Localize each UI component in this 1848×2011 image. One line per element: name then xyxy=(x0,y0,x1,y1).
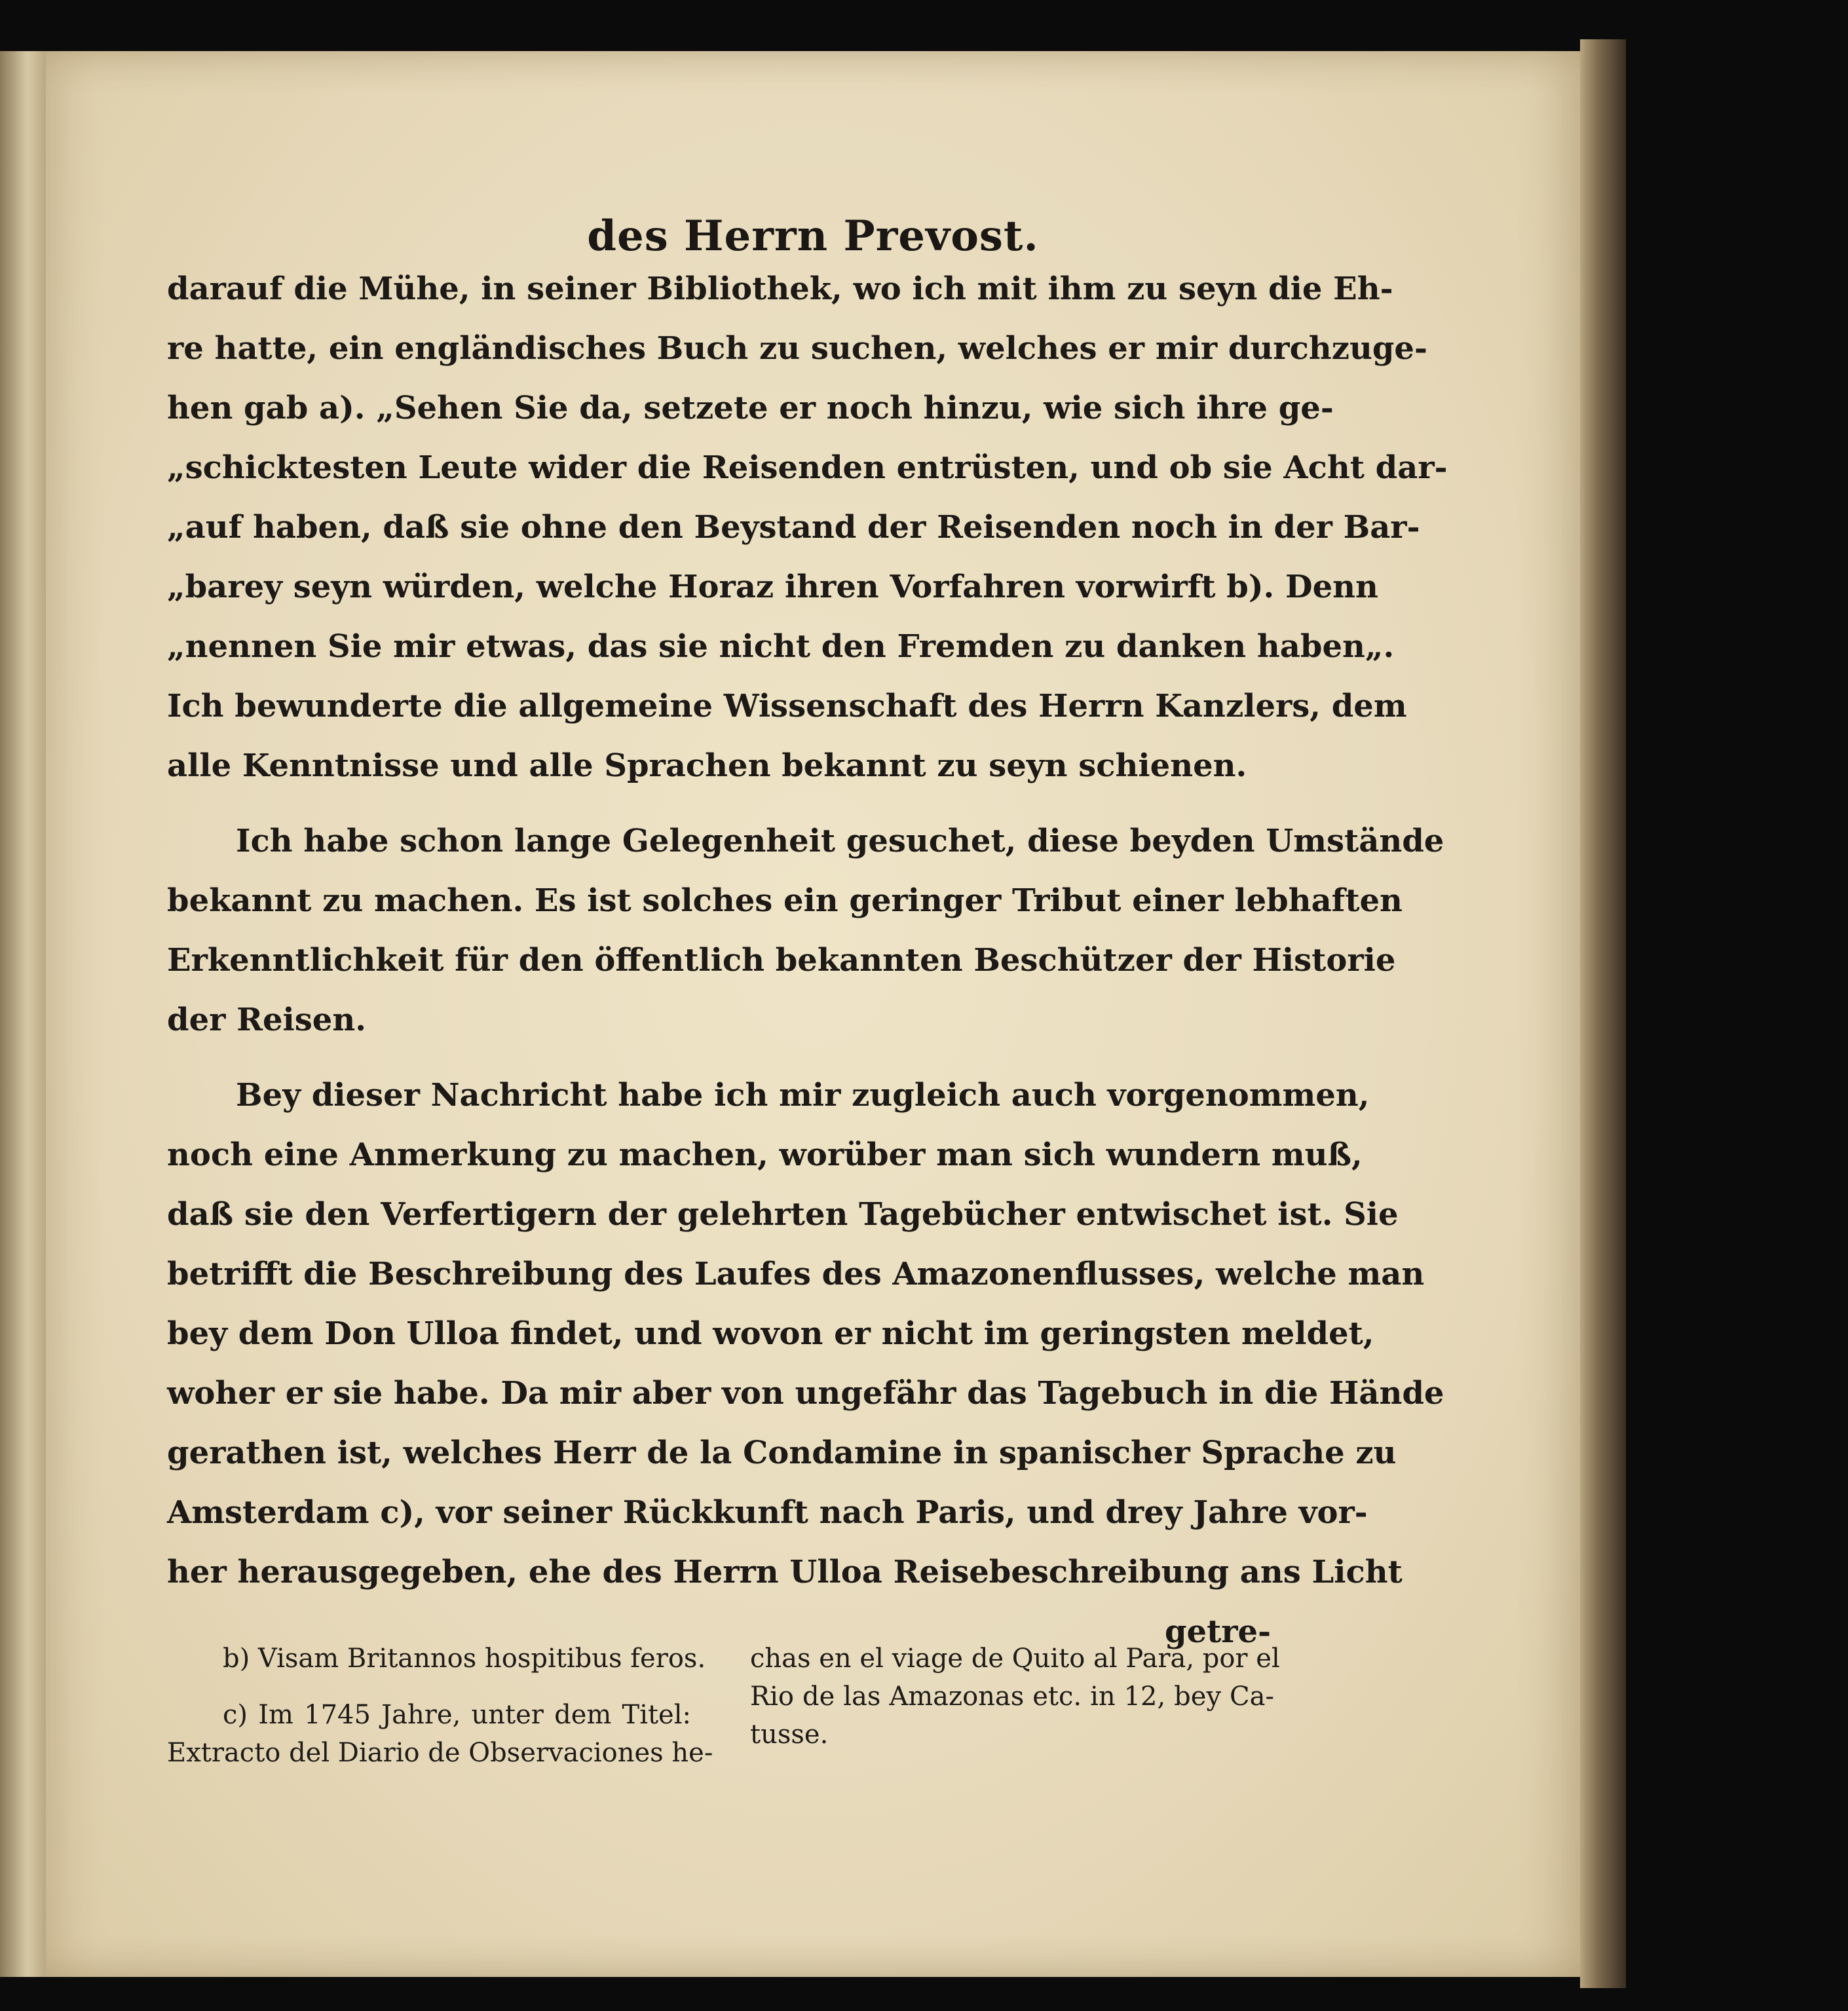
text-line: Amsterdam c), vor seiner Rückkunft nach Paris, und drey Jahre vor- xyxy=(167,1494,1368,1531)
text-line: hen gab a). „Sehen Sie da, setzete er noch hinzu, wie sich ihre ge- xyxy=(167,390,1334,426)
body-text xyxy=(167,259,1448,1662)
footnote-line: tusse. xyxy=(750,1720,829,1750)
footnote-line: Extracto del Diario de Observaciones he- xyxy=(167,1738,713,1768)
running-header: des Herrn Prevost. xyxy=(587,212,1039,261)
text-line: noch eine Anmerkung zu machen, worüber man sich wundern muß, xyxy=(167,1137,1363,1173)
text-line: darauf die Mühe, in seiner Bibliothek, wo ich mit ihm zu seyn die Eh- xyxy=(167,271,1393,307)
text-line: her herausgegeben, ehe des Herrn Ulloa Reisebeschreibung ans Licht xyxy=(167,1554,1403,1590)
text-line: der Reisen. xyxy=(167,1002,366,1038)
text-line: bey dem Don Ulloa findet, und wovon er nicht im geringsten meldet, xyxy=(167,1315,1374,1352)
facing-page-edge xyxy=(0,51,46,1977)
book-page xyxy=(46,51,1580,1977)
footnote-line: Rio de las Amazonas etc. in 12, bey Ca- xyxy=(750,1682,1274,1712)
book-edge xyxy=(1580,39,1626,1988)
footnotes-right-column xyxy=(750,1640,1280,1754)
text-line: alle Kenntnisse und alle Sprachen bekannt zu seyn schienen. xyxy=(167,747,1247,784)
footnote-line: c) Im 1745 Jahre, unter dem Titel: xyxy=(223,1700,691,1730)
text-line: betrifft die Beschreibung des Laufes des Amazonenflusses, welche man xyxy=(167,1256,1425,1292)
text-line: re hatte, ein engländisches Buch zu suchen, welches er mir durchzuge- xyxy=(167,330,1427,367)
footnote-line: chas en el viage de Quito al Para, por el xyxy=(750,1644,1280,1674)
text-line: Erkenntlichkeit für den öffentlich bekannten Beschützer der Historie xyxy=(167,942,1396,979)
text-line: „schicktesten Leute wider die Reisenden entrüsten, und ob sie Acht dar- xyxy=(167,449,1448,486)
text-line: bekannt zu machen. Es ist solches ein geringer Tribut einer lebhaften xyxy=(167,882,1403,919)
text-line: „barey seyn würden, welche Horaz ihren Vorfahren vorwirft b). Denn xyxy=(167,569,1378,605)
text-line: gerathen ist, welches Herr de la Condamine in spanischer Sprache zu xyxy=(167,1435,1397,1471)
text-line: Bey dieser Nachricht habe ich mir zugleich auch vorgenommen, xyxy=(236,1077,1370,1114)
text-line: daß sie den Verfertigern der gelehrten Tagebücher entwischet ist. Sie xyxy=(167,1196,1399,1233)
text-line: Ich bewunderte die allgemeine Wissenschaft des Herrn Kanzlers, dem xyxy=(167,688,1407,724)
footnote-line: b) Visam Britannos hospitibus feros. xyxy=(223,1644,706,1674)
catchword: getre- xyxy=(1164,1613,1271,1650)
text-line: „auf haben, daß sie ohne den Beystand der Reisenden noch in der Bar- xyxy=(167,509,1420,546)
text-line: „nennen Sie mir etwas, das sie nicht den Fremden zu danken haben„. xyxy=(167,628,1395,665)
text-line: woher er sie habe. Da mir aber von ungefähr das Tagebuch in die Hände xyxy=(167,1375,1444,1412)
footnotes-left-column xyxy=(167,1640,713,1772)
text-line: Ich habe schon lange Gelegenheit gesuchet, diese beyden Umstände xyxy=(236,823,1444,859)
